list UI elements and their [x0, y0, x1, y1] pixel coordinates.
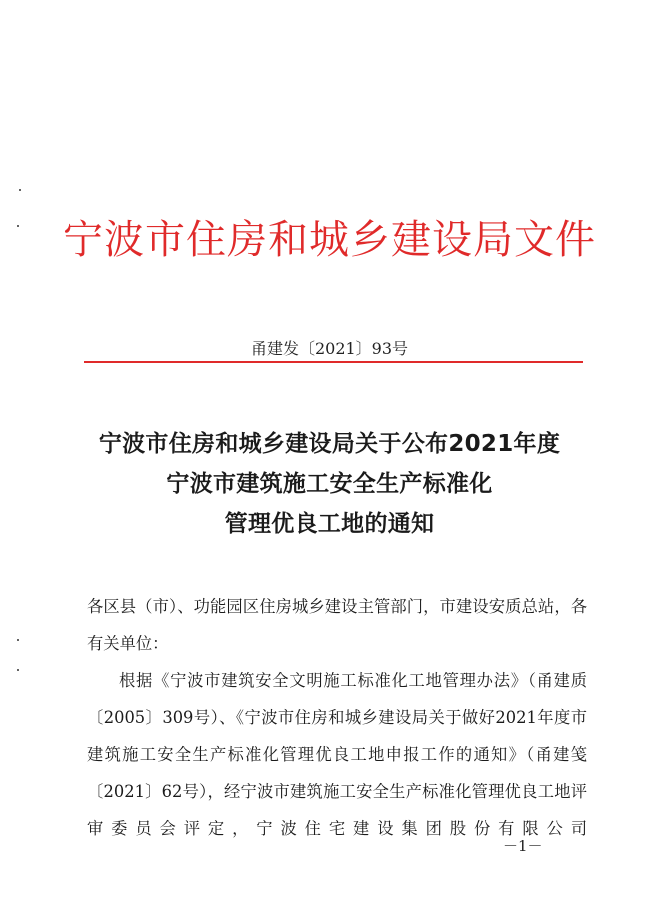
title-line-2: 宁波市建筑施工安全生产标准化 [166, 471, 493, 497]
scan-speck [17, 669, 19, 671]
issuer-header: 宁波市住房和城乡建设局文件 [63, 217, 596, 263]
title-line-3: 管理优良工地的通知 [224, 511, 435, 537]
addressee-paragraph: 各区县（市）、功能园区住房城乡建设主管部门，市建设安质总站，各有关单位： [87, 597, 587, 653]
scan-speck [17, 225, 19, 227]
title-line-1: 宁波市住房和城乡建设局关于公布2021年度 [98, 431, 561, 457]
scan-speck [19, 189, 21, 191]
document-number: 甬建发〔2021〕93号 [250, 339, 409, 358]
document-body [87, 588, 587, 847]
red-divider [84, 361, 583, 363]
page-number: －1－ [503, 837, 543, 855]
scan-speck [17, 639, 19, 641]
body-paragraph: 根据《宁波市建筑安全文明施工标准化工地管理办法》（甬建质〔2005〕309号）、《宁波市住房和城乡建设局关于做好2021年度市建筑施工安全生产标准化管理优良工地申报工作的通知》（甬建笺〔2021〕62号），经宁波市建筑施工安全生产标准化管理优良工地评审委员会评定，宁波住宅建设集团股份有限公司 [87, 671, 587, 838]
document-title [0, 424, 659, 544]
